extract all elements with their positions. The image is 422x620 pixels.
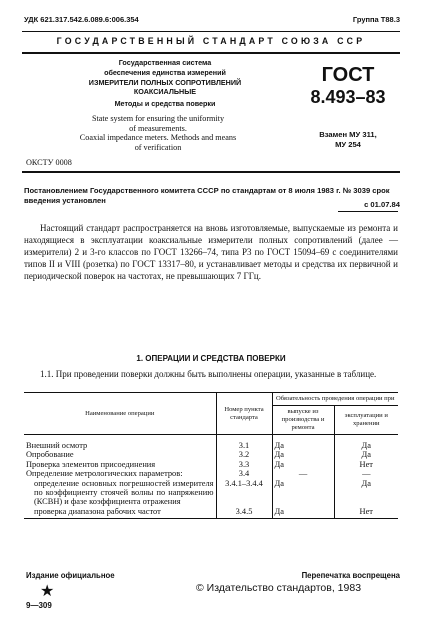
header-item: Номер пункта стандарта: [216, 393, 272, 435]
header-mandatory: Обязательность проведения операции при: [272, 393, 398, 406]
cell-name: Внешний осмотр: [26, 441, 88, 450]
header-rule: [22, 171, 400, 173]
official-edition: Издание официальное: [26, 571, 115, 580]
cell-release: Да: [272, 435, 334, 451]
cell-release: Да: [272, 460, 334, 469]
cell-name: Определение метрологических параметров:: [26, 469, 183, 479]
title-line: Государственная система: [118, 58, 212, 67]
cell-operation: Нет: [334, 507, 398, 519]
cell-item: 3.3: [216, 460, 272, 469]
cell-operation: Да: [334, 450, 398, 459]
cell-item: 3.1: [216, 435, 272, 451]
cell-item: 3.2: [216, 450, 272, 459]
cell-item: 3.4.1–3.4.4: [216, 479, 272, 507]
intro-paragraph: Настоящий стандарт распространяется на вновь изготовляемые, выпускаемые из ремонта и находящиеся в эксплуатации коаксиальные измерители полных сопротивлений (далее — измерители) 2 и 3-го классов по ГОСТ 13266–74, типа Р3 по ГОСТ 15094–69 с соединителями типов II и VIII (розетка) по ГОСТ 13317–80, и устанавливает методы и средства их первичной и периодической поверок на частотах, не превышающих 7 ГГц.: [24, 223, 398, 281]
title-line: ИЗМЕРИТЕЛИ ПОЛНЫХ СОПРОТИВЛЕНИЙ: [88, 77, 242, 87]
cell-release: —: [272, 469, 334, 478]
cell-release: Да: [272, 479, 334, 507]
cell-item: 3.4: [216, 469, 272, 478]
gost-code: 8.493–83: [310, 87, 386, 107]
title-line: of verification: [134, 142, 182, 152]
english-title: [24, 114, 292, 152]
cell-release: Да: [272, 450, 334, 459]
cell-operation: Да: [334, 435, 398, 451]
okstu-code: ОКСТУ 0008: [26, 158, 72, 167]
top-rule: [22, 31, 400, 32]
title-line: State system for ensuring the uniformity: [91, 114, 225, 123]
star-icon: ★: [40, 583, 55, 600]
decree-text: Постановлением Государственного комитета СССР по стандартам от 8 июля 1983 г. № 3039 срок введения установлен: [24, 186, 390, 205]
standard-banner: ГОСУДАРСТВЕННЫЙ СТАНДАРТ СОЮЗА ССР: [56, 36, 366, 46]
header-name: Наименование операции: [24, 393, 216, 435]
replaces-line: Взамен МУ 311,: [319, 130, 377, 139]
title-line: of measurements.: [129, 123, 187, 133]
date-underline: [338, 211, 398, 212]
reprint-prohibited: Перепечатка воспрещена: [301, 571, 400, 580]
header-release: выпуске из производства и ремонта: [272, 406, 334, 435]
title-line: обеспечения единства измерений: [104, 67, 226, 77]
cell-release: Да: [272, 507, 334, 519]
cell-operation: Да: [334, 479, 398, 507]
gost-number: [298, 64, 398, 108]
title-line: КОАКСИАЛЬНЫЕ: [133, 87, 197, 97]
banner-rule: [22, 52, 400, 54]
paragraph-1-1: 1.1. При проведении поверки должны быть выполнены операции, указанные в таблице.: [40, 369, 377, 379]
cell-name: Опробование: [26, 450, 74, 460]
cell-operation: Нет: [334, 460, 398, 469]
udk-code: УДК 621.317.542.6.089.6:006.354: [24, 15, 139, 24]
title-line: Методы и средства поверки: [114, 99, 216, 109]
group-code: Группа Т88.3: [352, 15, 400, 24]
title-line: Coaxial impedance meters. Methods and means: [79, 133, 237, 143]
page-code: 9—309: [26, 601, 52, 610]
russian-title: [40, 58, 290, 109]
table-row: [24, 460, 398, 469]
cell-name: определение основных погрешностей измерителя по коэффициенту стоячей волны по напряжению (КСВН) и фазе коэффициента отражения: [34, 478, 214, 507]
table-row: [24, 450, 398, 459]
gost-label: ГОСТ: [321, 64, 375, 86]
replaces-note: [298, 130, 398, 150]
replaces-line: МУ 254: [335, 140, 361, 149]
effective-date: с 01.07.84: [364, 200, 400, 209]
section-title: 1. ОПЕРАЦИИ И СРЕДСТВА ПОВЕРКИ: [136, 354, 286, 363]
cell-name: проверка диапазона рабочих частот: [34, 506, 161, 516]
table-row: [24, 435, 398, 451]
table-row: [24, 479, 398, 507]
table-row: [24, 469, 398, 478]
table-row: [24, 507, 398, 519]
cell-name: Проверка элементов присоединения: [26, 459, 156, 469]
cell-operation: —: [334, 469, 398, 478]
copyright: © Издательство стандартов, 1983: [196, 582, 362, 594]
operations-table: [24, 392, 398, 519]
header-operation: эксплуатации и хранении: [334, 406, 398, 435]
cell-item: 3.4.5: [216, 507, 272, 519]
